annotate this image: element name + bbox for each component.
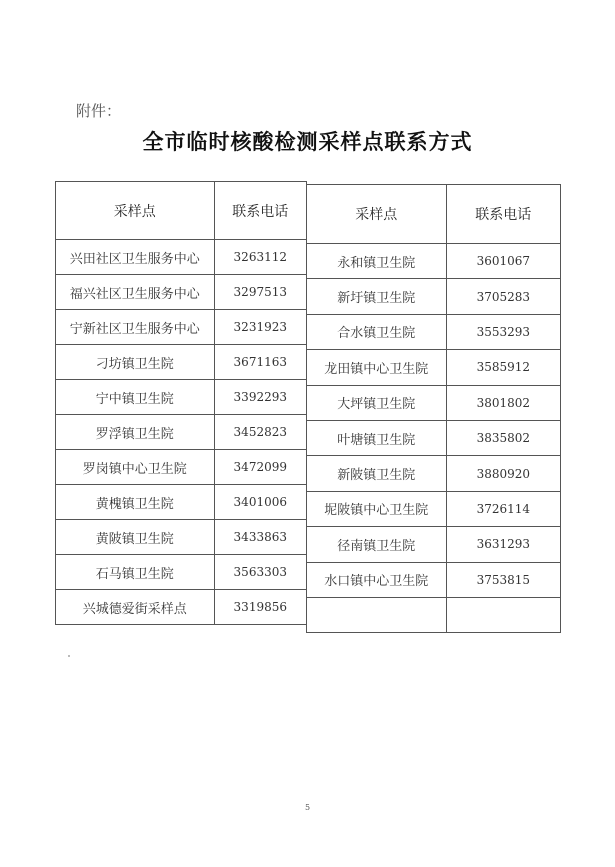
site-name-cell: 龙田镇中心卫生院 bbox=[307, 350, 447, 385]
page-number: 5 bbox=[304, 803, 311, 812]
site-name-cell: 黄槐镇卫生院 bbox=[56, 485, 215, 520]
table-row bbox=[56, 380, 307, 415]
table-row bbox=[307, 456, 561, 491]
table-row bbox=[307, 314, 561, 349]
table-row bbox=[307, 420, 561, 455]
site-name-cell: 叶塘镇卫生院 bbox=[307, 420, 447, 455]
site-name-cell: 兴田社区卫生服务中心 bbox=[56, 240, 215, 275]
phone-number-cell: 3601067 bbox=[446, 244, 560, 279]
site-name-cell: 黄陂镇卫生院 bbox=[56, 520, 215, 555]
phone-number-cell: 3880920 bbox=[446, 456, 560, 491]
site-name-cell: 新陂镇卫生院 bbox=[307, 456, 447, 491]
site-name-cell: 坭陂镇中心卫生院 bbox=[307, 491, 447, 526]
table-row bbox=[307, 279, 561, 314]
table-row bbox=[307, 562, 561, 597]
scan-speck bbox=[68, 655, 70, 657]
phone-number-cell: 3585912 bbox=[446, 350, 560, 385]
site-name-cell: 宁中镇卫生院 bbox=[56, 380, 215, 415]
table-row bbox=[56, 450, 307, 485]
phone-number-cell: 3263112 bbox=[214, 240, 306, 275]
table-row bbox=[56, 485, 307, 520]
phone-number-cell: 3671163 bbox=[214, 345, 306, 380]
phone-number-cell: 3726114 bbox=[446, 491, 560, 526]
header-phone: 联系电话 bbox=[446, 185, 560, 244]
table-row bbox=[307, 385, 561, 420]
phone-number-cell: 3631293 bbox=[446, 527, 560, 562]
table-row bbox=[56, 310, 307, 345]
header-phone: 联系电话 bbox=[214, 182, 306, 240]
table-row bbox=[56, 520, 307, 555]
attachment-label: 附件： bbox=[76, 102, 122, 120]
phone-number-cell: 3705283 bbox=[446, 279, 560, 314]
phone-number-cell: 3753815 bbox=[446, 562, 560, 597]
header-site: 采样点 bbox=[56, 182, 215, 240]
table-row bbox=[56, 275, 307, 310]
phone-number-cell bbox=[446, 597, 560, 632]
table-row bbox=[56, 555, 307, 590]
phone-number-cell: 3231923 bbox=[214, 310, 306, 345]
phone-number-cell: 3452823 bbox=[214, 415, 306, 450]
site-name-cell: 新圩镇卫生院 bbox=[307, 279, 447, 314]
phone-number-cell: 3801802 bbox=[446, 385, 560, 420]
site-name-cell: 刁坊镇卫生院 bbox=[56, 345, 215, 380]
table-row bbox=[307, 597, 561, 632]
table-row bbox=[56, 590, 307, 625]
phone-number-cell: 3297513 bbox=[214, 275, 306, 310]
table-header-row bbox=[307, 185, 561, 244]
phone-number-cell: 3472099 bbox=[214, 450, 306, 485]
site-name-cell: 福兴社区卫生服务中心 bbox=[56, 275, 215, 310]
contacts-table-left bbox=[55, 181, 307, 625]
phone-number-cell: 3401006 bbox=[214, 485, 306, 520]
site-name-cell: 大坪镇卫生院 bbox=[307, 385, 447, 420]
site-name-cell: 石马镇卫生院 bbox=[56, 555, 215, 590]
table-row bbox=[307, 527, 561, 562]
phone-number-cell: 3553293 bbox=[446, 314, 560, 349]
site-name-cell: 合水镇卫生院 bbox=[307, 314, 447, 349]
site-name-cell: 水口镇中心卫生院 bbox=[307, 562, 447, 597]
site-name-cell: 宁新社区卫生服务中心 bbox=[56, 310, 215, 345]
site-name-cell: 罗岗镇中心卫生院 bbox=[56, 450, 215, 485]
phone-number-cell: 3392293 bbox=[214, 380, 306, 415]
table-header-row bbox=[56, 182, 307, 240]
site-name-cell: 永和镇卫生院 bbox=[307, 244, 447, 279]
table-row bbox=[307, 244, 561, 279]
table-row bbox=[56, 240, 307, 275]
table-row bbox=[56, 415, 307, 450]
table-row bbox=[307, 350, 561, 385]
site-name-cell bbox=[307, 597, 447, 632]
header-site: 采样点 bbox=[307, 185, 447, 244]
phone-number-cell: 3835802 bbox=[446, 420, 560, 455]
site-name-cell: 径南镇卫生院 bbox=[307, 527, 447, 562]
site-name-cell: 兴城德爱街采样点 bbox=[56, 590, 215, 625]
phone-number-cell: 3563303 bbox=[214, 555, 306, 590]
site-name-cell: 罗浮镇卫生院 bbox=[56, 415, 215, 450]
phone-number-cell: 3433863 bbox=[214, 520, 306, 555]
table-row bbox=[307, 491, 561, 526]
contacts-table-right bbox=[306, 184, 561, 633]
page-title: 全市临时核酸检测采样点联系方式 bbox=[142, 130, 473, 154]
table-row bbox=[56, 345, 307, 380]
phone-number-cell: 3319856 bbox=[214, 590, 306, 625]
